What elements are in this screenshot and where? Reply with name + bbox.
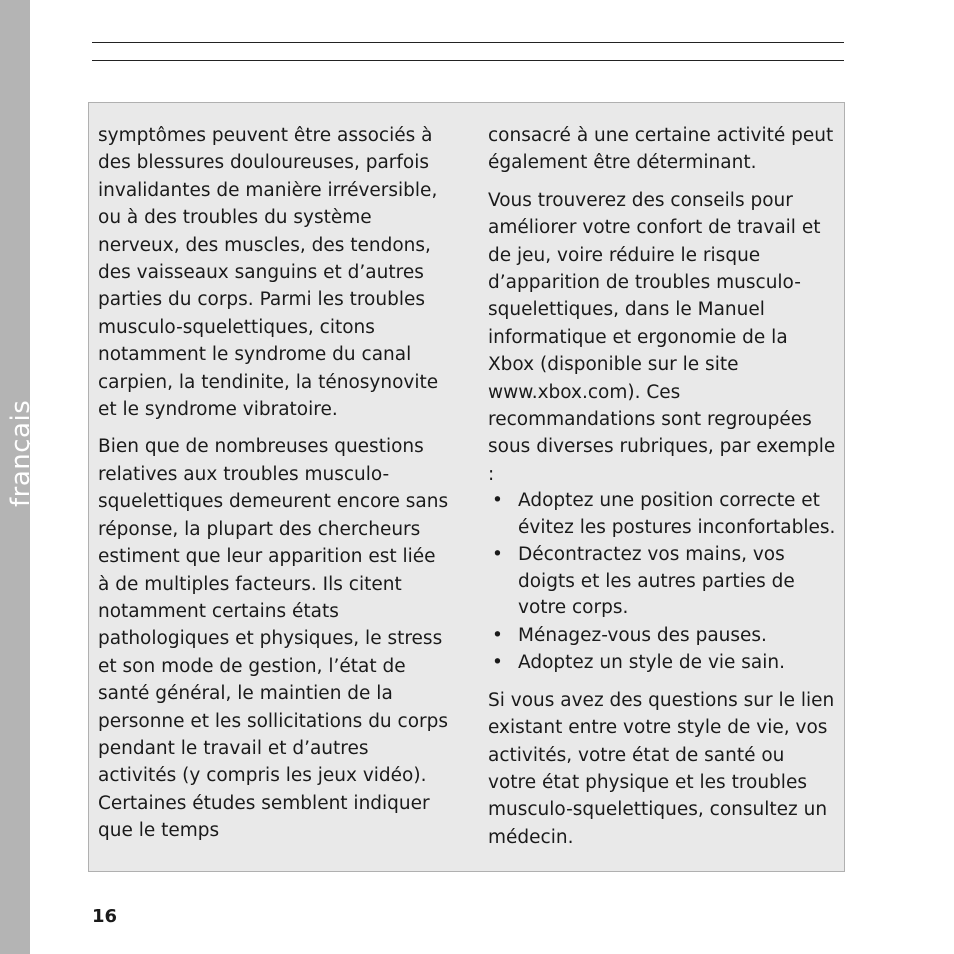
bullet-icon: •	[492, 652, 503, 674]
advice-list	[488, 488, 838, 677]
list-item-text: Décontractez vos mains, vos doigts et les autres parties de votre corps.	[518, 544, 795, 619]
bullet-icon: •	[492, 490, 503, 512]
right-paragraph-2: Vous trouverez des conseils pour améliorer votre confort de travail et de jeu, voire réduire le risque d’apparition de troubles musculo-squelettiques, dans le Manuel informatique et ergonomie de la Xbox (disponible sur le site www.xbox.com). Ces recommandations sont regroupées sous diverses rubriques, par exemple :	[488, 189, 836, 485]
right-column	[488, 122, 838, 861]
list-item	[488, 623, 838, 650]
list-item-text: Adoptez un style de vie sain.	[518, 652, 786, 674]
page-number: 16	[92, 906, 118, 927]
left-column	[98, 122, 450, 855]
list-item-text: Adoptez une position correcte et évitez les postures inconfortables.	[518, 490, 836, 538]
closing-paragraph: Si vous avez des questions sur le lien existant entre votre style de vie, vos activités, votre état de santé ou votre état physique et les troubles musculo-squelettiques, consultez un médecin.	[488, 689, 835, 848]
list-item	[488, 542, 838, 622]
list-item	[488, 488, 838, 541]
language-side-tab	[0, 0, 36, 954]
left-paragraph-2: Bien que de nombreuses questions relatives aux troubles musculo-squelettiques demeurent encore sans réponse, la plupart des chercheurs estiment que leur apparition est liée à de multiples facteurs. Ils citent notamment certains états pathologiques et physiques, le stress et son mode de gestion, l’état de santé général, le maintien de la personne et les sollicitations du corps pendant le travail et d’autres activités (y compris les jeux vidéo). Certaines études semblent indiquer que le temps	[98, 436, 449, 842]
list-item	[488, 650, 838, 677]
list-item-text: Ménagez-vous des pauses.	[518, 624, 767, 646]
bullet-icon: •	[492, 544, 503, 566]
language-tab-label: français	[6, 399, 36, 507]
left-paragraph-1: symptômes peuvent être associés à des blessures douloureuses, parfois invalidantes de manière irréversible, ou à des troubles du système nerveux, des muscles, des tendons, des vaisseaux sanguins et d’autres parties du corps. Parmi les troubles musculo-squelettiques, citons notamment le syndrome du canal carpien, la tendinite, la ténosynovite et le syndrome vibratoire.	[98, 125, 439, 421]
header-rule-bottom	[92, 60, 844, 61]
header-rule-top	[92, 42, 844, 43]
bullet-icon: •	[492, 624, 503, 646]
right-paragraph-1: consacré à une certaine activité peut également être déterminant.	[488, 125, 834, 174]
